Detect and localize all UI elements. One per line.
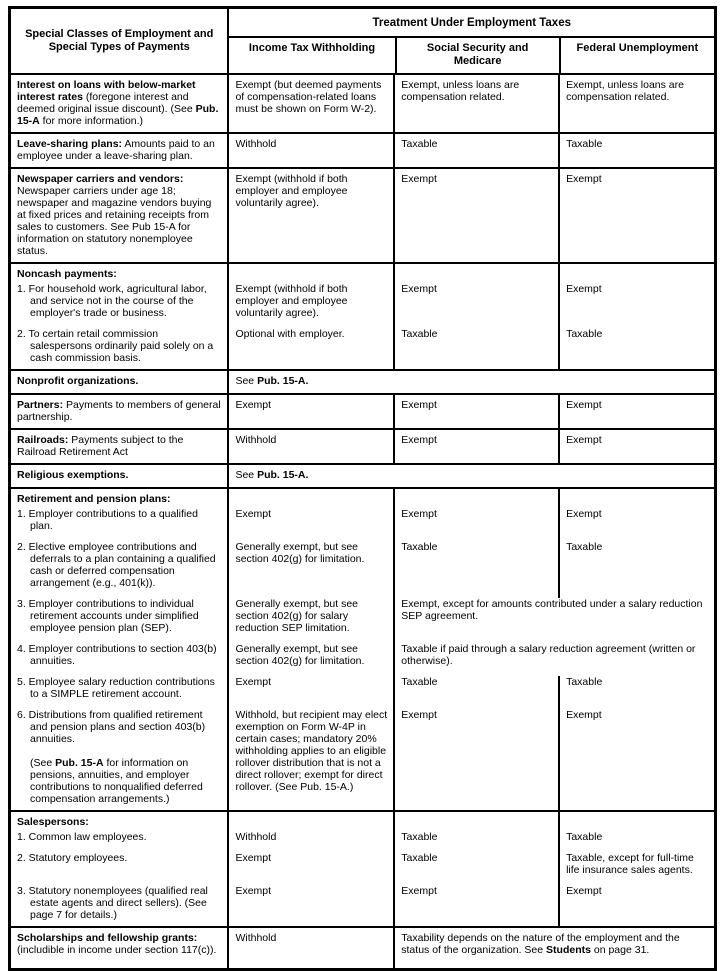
cell-salespersons-2-futa: Taxable, except for full-time life insurance sales agents. bbox=[558, 852, 714, 885]
cell-religious-all-columns: See Pub. 15-A. bbox=[227, 465, 714, 487]
cell-salespersons-3-futa: Exempt bbox=[558, 885, 714, 926]
cell-salespersons-1-class: 1. Common law employees. bbox=[17, 831, 147, 843]
cell-salespersons-2-class: 2. Statutory employees. bbox=[17, 852, 128, 864]
header-income-tax-withholding: Income Tax Withholding bbox=[248, 42, 376, 54]
cell-noncash-2-withholding: Optional with employer. bbox=[227, 328, 393, 369]
header-special-classes: Special Classes of Employment and Special Types of Payments bbox=[25, 28, 214, 53]
header-group-title: Treatment Under Employment Taxes bbox=[229, 9, 714, 38]
cell-retirement-6-futa: Exempt bbox=[558, 709, 714, 810]
employment-tax-treatment-table bbox=[8, 6, 717, 971]
cell-nonprofit-all-columns: See Pub. 15-A. bbox=[227, 371, 714, 393]
row-salespersons bbox=[11, 810, 714, 926]
cell-leave-withholding: Withhold bbox=[227, 134, 393, 167]
row-nonprofit-organizations bbox=[11, 369, 714, 393]
row-religious-exemptions bbox=[11, 463, 714, 487]
cell-interest-ss-medicare: Exempt, unless loans are compensation related. bbox=[393, 75, 558, 132]
cell-religious-class: Religious exemptions. bbox=[17, 469, 129, 481]
cell-retirement-4-withholding: Generally exempt, but see section 402(g) for limitation. bbox=[227, 643, 393, 676]
retirement-6-note: (See Pub. 15-A for information on pensions, annuities, and employer contributions to nonqualified deferred compensation arrangements.) bbox=[30, 757, 203, 805]
cell-retirement-5-futa: Taxable bbox=[558, 676, 714, 709]
cell-retirement-4-merged: Taxable if paid through a salary reduction agreement (written or otherwise). bbox=[393, 643, 714, 676]
empty-cell bbox=[227, 264, 393, 283]
cell-retirement-5-withholding: Exempt bbox=[227, 676, 393, 709]
cell-retirement-1-withholding: Exempt bbox=[227, 508, 393, 541]
section-heading-salespersons: Salespersons: bbox=[17, 816, 89, 828]
row-partners bbox=[11, 393, 714, 428]
cell-noncash-2-class: 2. To certain retail commission salespersons ordinarily paid solely on a cash commission basis. bbox=[17, 328, 214, 364]
cell-scholarships-class: Scholarships and fellowship grants: (includible in income under section 117(c)). bbox=[17, 932, 217, 956]
cell-salespersons-3-ss-medicare: Exempt bbox=[393, 885, 558, 926]
cell-retirement-6-withholding: Withhold, but recipient may elect exemption on Form W-4P in certain cases; mandatory 20% withholding applies to an eligible rollover distribution that is not a direct rollover; exempt for direct rollover. (See Pub. 15-A.) bbox=[227, 709, 393, 810]
cell-retirement-3-class: 3. Employer contributions to individual retirement accounts under simplified employee pension plan (SEP). bbox=[17, 598, 199, 634]
cell-noncash-1-withholding: Exempt (withhold if both employer and employee voluntarily agree). bbox=[227, 283, 393, 328]
empty-cell bbox=[558, 264, 714, 283]
empty-cell bbox=[393, 489, 558, 508]
cell-noncash-1-futa: Exempt bbox=[558, 283, 714, 328]
cell-retirement-6-class bbox=[11, 709, 227, 810]
cell-noncash-1-ss-medicare: Exempt bbox=[393, 283, 558, 328]
header-subcolumns bbox=[229, 38, 714, 73]
cell-retirement-3-withholding: Generally exempt, but see section 402(g) for salary reduction SEP limitation. bbox=[227, 598, 393, 643]
cell-retirement-1-futa: Exempt bbox=[558, 508, 714, 541]
cell-newspaper-ss-medicare: Exempt bbox=[393, 169, 558, 262]
cell-retirement-1-class: 1. Employer contributions to a qualified plan. bbox=[17, 508, 198, 532]
cell-newspaper-class: Newspaper carriers and vendors: Newspaper carriers under age 18; newspaper and magazine vendors buying at fixed prices and retaining receipts from sales to customers. See Pub 15-A for information on statutory nonemployee status. bbox=[17, 173, 212, 257]
cell-partners-futa: Exempt bbox=[558, 395, 714, 428]
header-social-security-medicare: Social Security and Medicare bbox=[395, 38, 559, 73]
empty-cell bbox=[393, 812, 558, 831]
cell-salespersons-1-withholding: Withhold bbox=[227, 831, 393, 852]
empty-cell bbox=[558, 489, 714, 508]
cell-retirement-5-ss-medicare: Taxable bbox=[393, 676, 558, 709]
cell-retirement-2-futa: Taxable bbox=[558, 541, 714, 598]
cell-salespersons-2-withholding: Exempt bbox=[227, 852, 393, 885]
row-interest-on-loans bbox=[11, 73, 714, 132]
cell-noncash-2-futa: Taxable bbox=[558, 328, 714, 369]
section-heading-retirement: Retirement and pension plans: bbox=[17, 493, 171, 505]
row-leave-sharing-plans bbox=[11, 132, 714, 167]
table-header-row bbox=[11, 9, 714, 73]
cell-scholarships-merged: Taxability depends on the nature of the employment and the status of the organization. See Students on page 31. bbox=[393, 928, 714, 968]
cell-salespersons-2-ss-medicare: Taxable bbox=[393, 852, 558, 885]
cell-railroads-futa: Exempt bbox=[558, 430, 714, 463]
row-noncash-payments bbox=[11, 262, 714, 369]
empty-cell bbox=[558, 812, 714, 831]
cell-scholarships-withholding: Withhold bbox=[227, 928, 393, 968]
cell-noncash-1-class: 1. For household work, agricultural labor, and service not in the course of the employer's trade or business. bbox=[17, 283, 207, 319]
row-railroads bbox=[11, 428, 714, 463]
cell-interest-futa: Exempt, unless loans are compensation related. bbox=[558, 75, 714, 132]
cell-partners-withholding: Exempt bbox=[227, 395, 393, 428]
cell-railroads-ss-medicare: Exempt bbox=[393, 430, 558, 463]
cell-salespersons-3-class: 3. Statutory nonemployees (qualified real estate agents and direct sellers). (See page 7 for details.) bbox=[17, 885, 208, 921]
cell-leave-futa: Taxable bbox=[558, 134, 714, 167]
cell-retirement-1-ss-medicare: Exempt bbox=[393, 508, 558, 541]
cell-leave-ss-medicare: Taxable bbox=[393, 134, 558, 167]
retirement-6-text: 6. Distributions from qualified retirement and pension plans and section 403(b) annuities. bbox=[17, 709, 206, 745]
row-scholarships bbox=[11, 926, 714, 968]
empty-cell bbox=[227, 812, 393, 831]
empty-cell bbox=[227, 489, 393, 508]
cell-leave-class: Leave-sharing plans: Amounts paid to an employee under a leave-sharing plan. bbox=[17, 138, 215, 162]
section-heading-noncash: Noncash payments: bbox=[17, 268, 117, 280]
cell-salespersons-1-futa: Taxable bbox=[558, 831, 714, 852]
cell-partners-ss-medicare: Exempt bbox=[393, 395, 558, 428]
empty-cell bbox=[393, 264, 558, 283]
cell-interest-withholding: Exempt (but deemed payments of compensation-related loans must be shown on Form W-2). bbox=[227, 75, 393, 132]
cell-noncash-2-ss-medicare: Taxable bbox=[393, 328, 558, 369]
cell-retirement-4-class: 4. Employer contributions to section 403(b) annuities. bbox=[17, 643, 217, 667]
header-federal-unemployment: Federal Unemployment bbox=[559, 38, 714, 73]
cell-retirement-2-class: 2. Elective employee contributions and deferrals to a plan containing a qualified cash or deferred compensation arrangement (e.g., 401(k)). bbox=[17, 541, 216, 589]
cell-salespersons-3-withholding: Exempt bbox=[227, 885, 393, 926]
cell-retirement-5-class: 5. Employee salary reduction contributions to a SIMPLE retirement account. bbox=[17, 676, 215, 700]
row-newspaper-carriers bbox=[11, 167, 714, 262]
cell-retirement-2-withholding: Generally exempt, but see section 402(g) for limitation. bbox=[227, 541, 393, 598]
cell-partners-class: Partners: Payments to members of general partnership. bbox=[17, 399, 221, 423]
cell-retirement-6-ss-medicare: Exempt bbox=[393, 709, 558, 810]
cell-retirement-3-merged: Exempt, except for amounts contributed under a salary reduction SEP agreement. bbox=[393, 598, 714, 643]
cell-salespersons-1-ss-medicare: Taxable bbox=[393, 831, 558, 852]
cell-interest-class: Interest on loans with below-market interest rates (foregone interest and deemed original issue discount). (See Pub. 15-A for more information.) bbox=[17, 79, 219, 127]
cell-retirement-2-ss-medicare: Taxable bbox=[393, 541, 558, 598]
cell-newspaper-withholding: Exempt (withhold if both employer and employee voluntarily agree). bbox=[227, 169, 393, 262]
header-treatment-group bbox=[227, 9, 714, 73]
cell-railroads-withholding: Withhold bbox=[227, 430, 393, 463]
row-retirement-pension-plans bbox=[11, 487, 714, 810]
cell-railroads-class: Railroads: Payments subject to the Railroad Retirement Act bbox=[17, 434, 184, 458]
cell-newspaper-futa: Exempt bbox=[558, 169, 714, 262]
cell-nonprofit-class: Nonprofit organizations. bbox=[17, 375, 139, 387]
